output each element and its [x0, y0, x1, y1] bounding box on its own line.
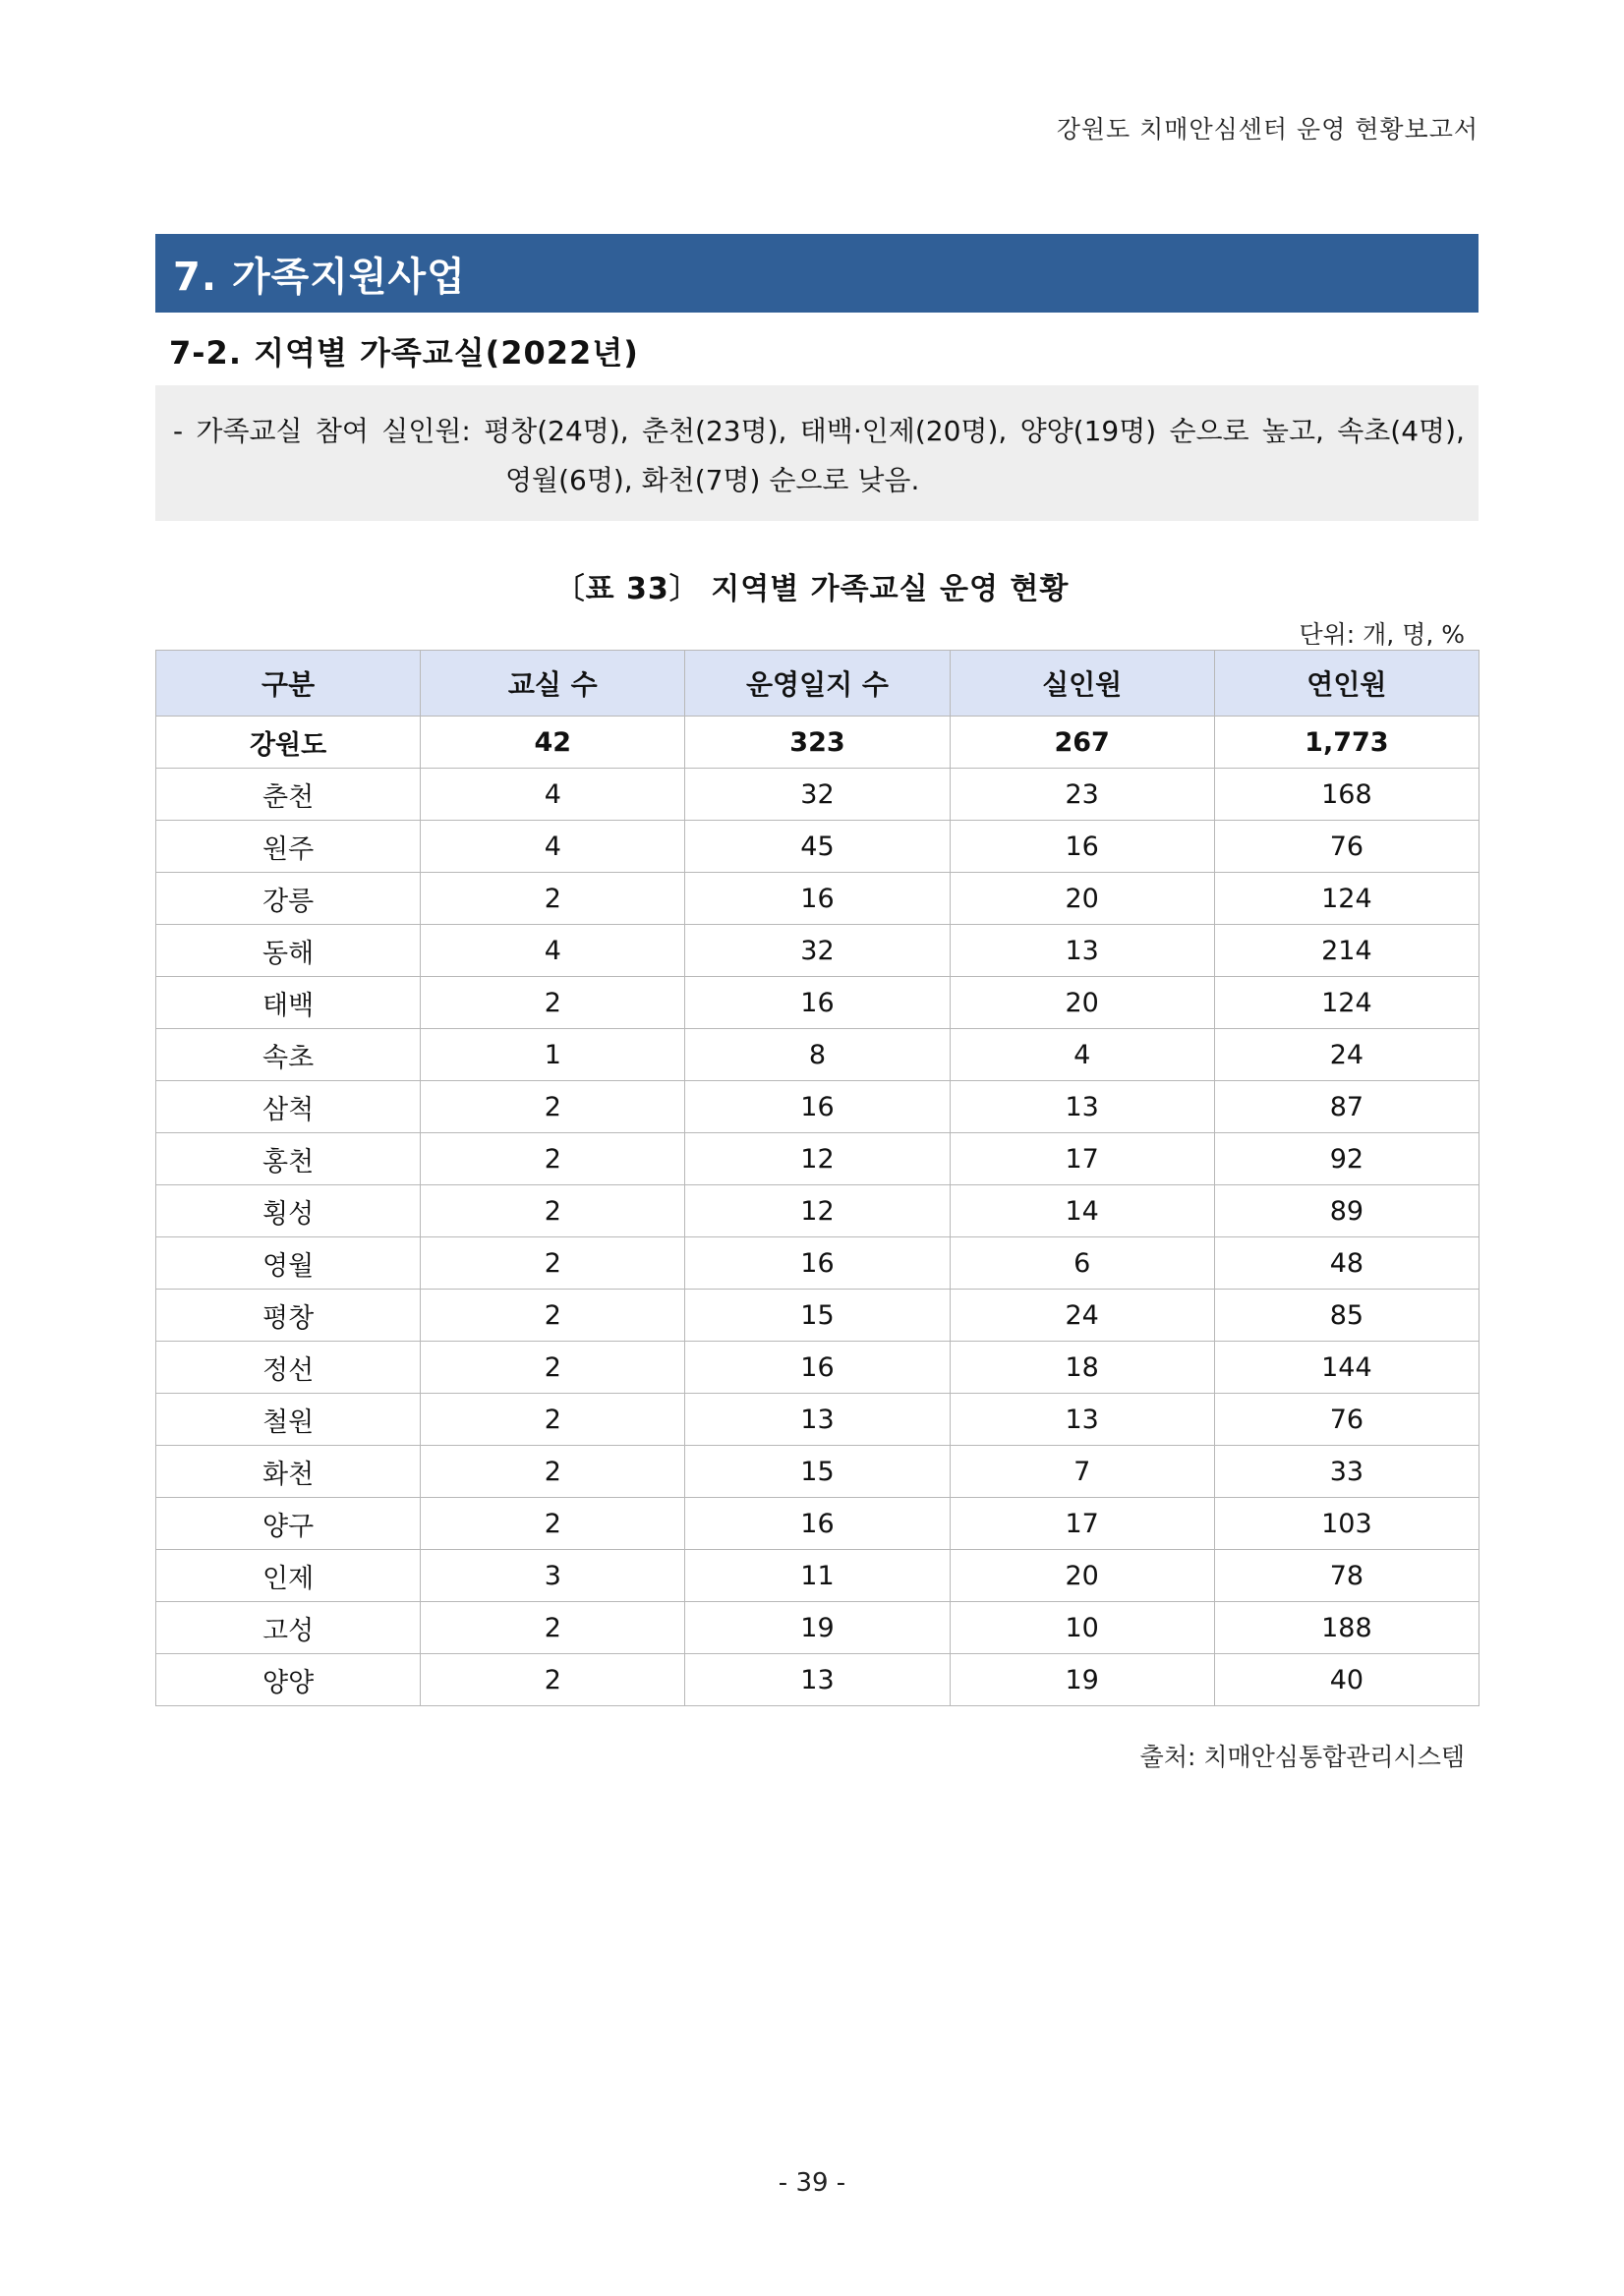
table-row — [156, 1394, 1479, 1446]
cell-log-count: 19 — [685, 1602, 950, 1654]
cell-real-participants: 6 — [950, 1237, 1214, 1290]
cell-total-participants: 168 — [1214, 769, 1479, 821]
summary-line-1 — [173, 407, 1465, 456]
cell-region: 인제 — [156, 1550, 421, 1602]
table-total-row — [156, 717, 1479, 769]
summary-word: 참여 — [315, 415, 369, 447]
cell-log-count: 8 — [685, 1029, 950, 1081]
cell-real-participants: 17 — [950, 1133, 1214, 1185]
cell-log-count: 16 — [685, 977, 950, 1029]
total-region: 강원도 — [156, 717, 421, 769]
total-class-count: 42 — [421, 717, 685, 769]
summary-line-2: 영월(6명), 화천(7명) 순으로 낮음. — [505, 464, 920, 496]
summary-word: 속초(4명), — [1337, 415, 1465, 447]
page-number: - 39 - — [778, 2168, 846, 2198]
table-row — [156, 1654, 1479, 1706]
cell-region: 철원 — [156, 1394, 421, 1446]
cell-region: 정선 — [156, 1342, 421, 1394]
summary-word: 순으로 — [1169, 415, 1249, 447]
table-body — [156, 717, 1479, 1706]
table-row — [156, 1029, 1479, 1081]
cell-region: 영월 — [156, 1237, 421, 1290]
cell-log-count: 32 — [685, 769, 950, 821]
header-class-count: 교실 수 — [421, 651, 685, 717]
cell-real-participants: 17 — [950, 1498, 1214, 1550]
table-row — [156, 1446, 1479, 1498]
cell-class-count: 2 — [421, 1342, 685, 1394]
cell-log-count: 11 — [685, 1550, 950, 1602]
cell-class-count: 2 — [421, 1081, 685, 1133]
cell-total-participants: 188 — [1214, 1602, 1479, 1654]
cell-log-count: 13 — [685, 1654, 950, 1706]
cell-real-participants: 4 — [950, 1029, 1214, 1081]
cell-class-count: 4 — [421, 769, 685, 821]
cell-total-participants: 92 — [1214, 1133, 1479, 1185]
cell-real-participants: 20 — [950, 873, 1214, 925]
cell-region: 양구 — [156, 1498, 421, 1550]
cell-log-count: 16 — [685, 873, 950, 925]
summary-box — [155, 385, 1479, 521]
summary-dash: - — [173, 415, 184, 447]
cell-total-participants: 144 — [1214, 1342, 1479, 1394]
table-row — [156, 1290, 1479, 1342]
cell-total-participants: 124 — [1214, 977, 1479, 1029]
cell-log-count: 32 — [685, 925, 950, 977]
cell-class-count: 2 — [421, 1498, 685, 1550]
total-total-participants: 1,773 — [1214, 717, 1479, 769]
table-row — [156, 821, 1479, 873]
cell-class-count: 1 — [421, 1029, 685, 1081]
cell-real-participants: 18 — [950, 1342, 1214, 1394]
total-real-participants: 267 — [950, 717, 1214, 769]
cell-region: 양양 — [156, 1654, 421, 1706]
summary-word: 가족교실 — [196, 415, 303, 447]
cell-log-count: 15 — [685, 1446, 950, 1498]
cell-real-participants: 7 — [950, 1446, 1214, 1498]
cell-class-count: 3 — [421, 1550, 685, 1602]
header-real-participants: 실인원 — [950, 651, 1214, 717]
running-header: 강원도 치매안심센터 운영 현황보고서 — [1056, 115, 1479, 144]
cell-total-participants: 24 — [1214, 1029, 1479, 1081]
cell-log-count: 16 — [685, 1237, 950, 1290]
cell-total-participants: 89 — [1214, 1185, 1479, 1237]
cell-log-count: 16 — [685, 1498, 950, 1550]
summary-word: 춘천(23명), — [641, 415, 787, 447]
cell-real-participants: 13 — [950, 925, 1214, 977]
summary-word: 실인원: — [381, 415, 471, 447]
cell-class-count: 4 — [421, 925, 685, 977]
cell-class-count: 2 — [421, 1133, 685, 1185]
cell-region: 삼척 — [156, 1081, 421, 1133]
table-row — [156, 769, 1479, 821]
cell-class-count: 4 — [421, 821, 685, 873]
cell-log-count: 15 — [685, 1290, 950, 1342]
table-row — [156, 925, 1479, 977]
cell-real-participants: 20 — [950, 977, 1214, 1029]
table-row — [156, 1602, 1479, 1654]
cell-log-count: 16 — [685, 1342, 950, 1394]
table-row — [156, 1342, 1479, 1394]
table-header-row — [156, 651, 1479, 717]
header-region: 구분 — [156, 651, 421, 717]
cell-region: 평창 — [156, 1290, 421, 1342]
table-row — [156, 1081, 1479, 1133]
cell-total-participants: 87 — [1214, 1081, 1479, 1133]
cell-real-participants: 13 — [950, 1394, 1214, 1446]
summary-word: 높고, — [1261, 415, 1324, 447]
summary-word: 태백·인제(20명), — [799, 415, 1008, 447]
cell-region: 강릉 — [156, 873, 421, 925]
table-row — [156, 1498, 1479, 1550]
cell-real-participants: 19 — [950, 1654, 1214, 1706]
cell-region: 화천 — [156, 1446, 421, 1498]
table-caption: 〔표 33〕 지역별 가족교실 운영 현황 — [554, 572, 1070, 606]
cell-log-count: 16 — [685, 1081, 950, 1133]
summary-word: 양양(19명) — [1019, 415, 1157, 447]
cell-total-participants: 33 — [1214, 1446, 1479, 1498]
summary-word: 평창(24명), — [484, 415, 629, 447]
cell-region: 춘천 — [156, 769, 421, 821]
cell-class-count: 2 — [421, 1446, 685, 1498]
cell-class-count: 2 — [421, 873, 685, 925]
cell-log-count: 12 — [685, 1185, 950, 1237]
header-total-participants: 연인원 — [1214, 651, 1479, 717]
chapter-title: 7. 가족지원사업 — [173, 254, 466, 300]
cell-region: 원주 — [156, 821, 421, 873]
cell-region: 속초 — [156, 1029, 421, 1081]
cell-real-participants: 13 — [950, 1081, 1214, 1133]
table-row — [156, 1550, 1479, 1602]
family-class-table — [155, 650, 1479, 1706]
cell-class-count: 2 — [421, 1602, 685, 1654]
cell-total-participants: 76 — [1214, 1394, 1479, 1446]
cell-total-participants: 78 — [1214, 1550, 1479, 1602]
section-title: 7-2. 지역별 가족교실(2022년) — [169, 334, 639, 372]
cell-log-count: 45 — [685, 821, 950, 873]
cell-class-count: 2 — [421, 977, 685, 1029]
cell-log-count: 13 — [685, 1394, 950, 1446]
cell-total-participants: 124 — [1214, 873, 1479, 925]
cell-total-participants: 48 — [1214, 1237, 1479, 1290]
cell-total-participants: 40 — [1214, 1654, 1479, 1706]
cell-log-count: 12 — [685, 1133, 950, 1185]
cell-total-participants: 214 — [1214, 925, 1479, 977]
cell-total-participants: 85 — [1214, 1290, 1479, 1342]
cell-region: 고성 — [156, 1602, 421, 1654]
cell-total-participants: 103 — [1214, 1498, 1479, 1550]
table-row — [156, 1237, 1479, 1290]
cell-real-participants: 10 — [950, 1602, 1214, 1654]
cell-region: 동해 — [156, 925, 421, 977]
table-row — [156, 873, 1479, 925]
unit-label: 단위: 개, 명, % — [1299, 620, 1465, 649]
table-row — [156, 1185, 1479, 1237]
cell-region: 횡성 — [156, 1185, 421, 1237]
total-log-count: 323 — [685, 717, 950, 769]
table-row — [156, 977, 1479, 1029]
cell-region: 태백 — [156, 977, 421, 1029]
cell-region: 홍천 — [156, 1133, 421, 1185]
cell-real-participants: 23 — [950, 769, 1214, 821]
cell-class-count: 2 — [421, 1237, 685, 1290]
table-row — [156, 1133, 1479, 1185]
chapter-title-bar — [155, 234, 1479, 313]
cell-real-participants: 24 — [950, 1290, 1214, 1342]
cell-real-participants: 20 — [950, 1550, 1214, 1602]
header-log-count: 운영일지 수 — [685, 651, 950, 717]
source-label: 출처: 치매안심통합관리시스템 — [1139, 1743, 1465, 1771]
cell-class-count: 2 — [421, 1290, 685, 1342]
cell-class-count: 2 — [421, 1394, 685, 1446]
cell-class-count: 2 — [421, 1654, 685, 1706]
cell-class-count: 2 — [421, 1185, 685, 1237]
cell-real-participants: 16 — [950, 821, 1214, 873]
cell-total-participants: 76 — [1214, 821, 1479, 873]
cell-real-participants: 14 — [950, 1185, 1214, 1237]
